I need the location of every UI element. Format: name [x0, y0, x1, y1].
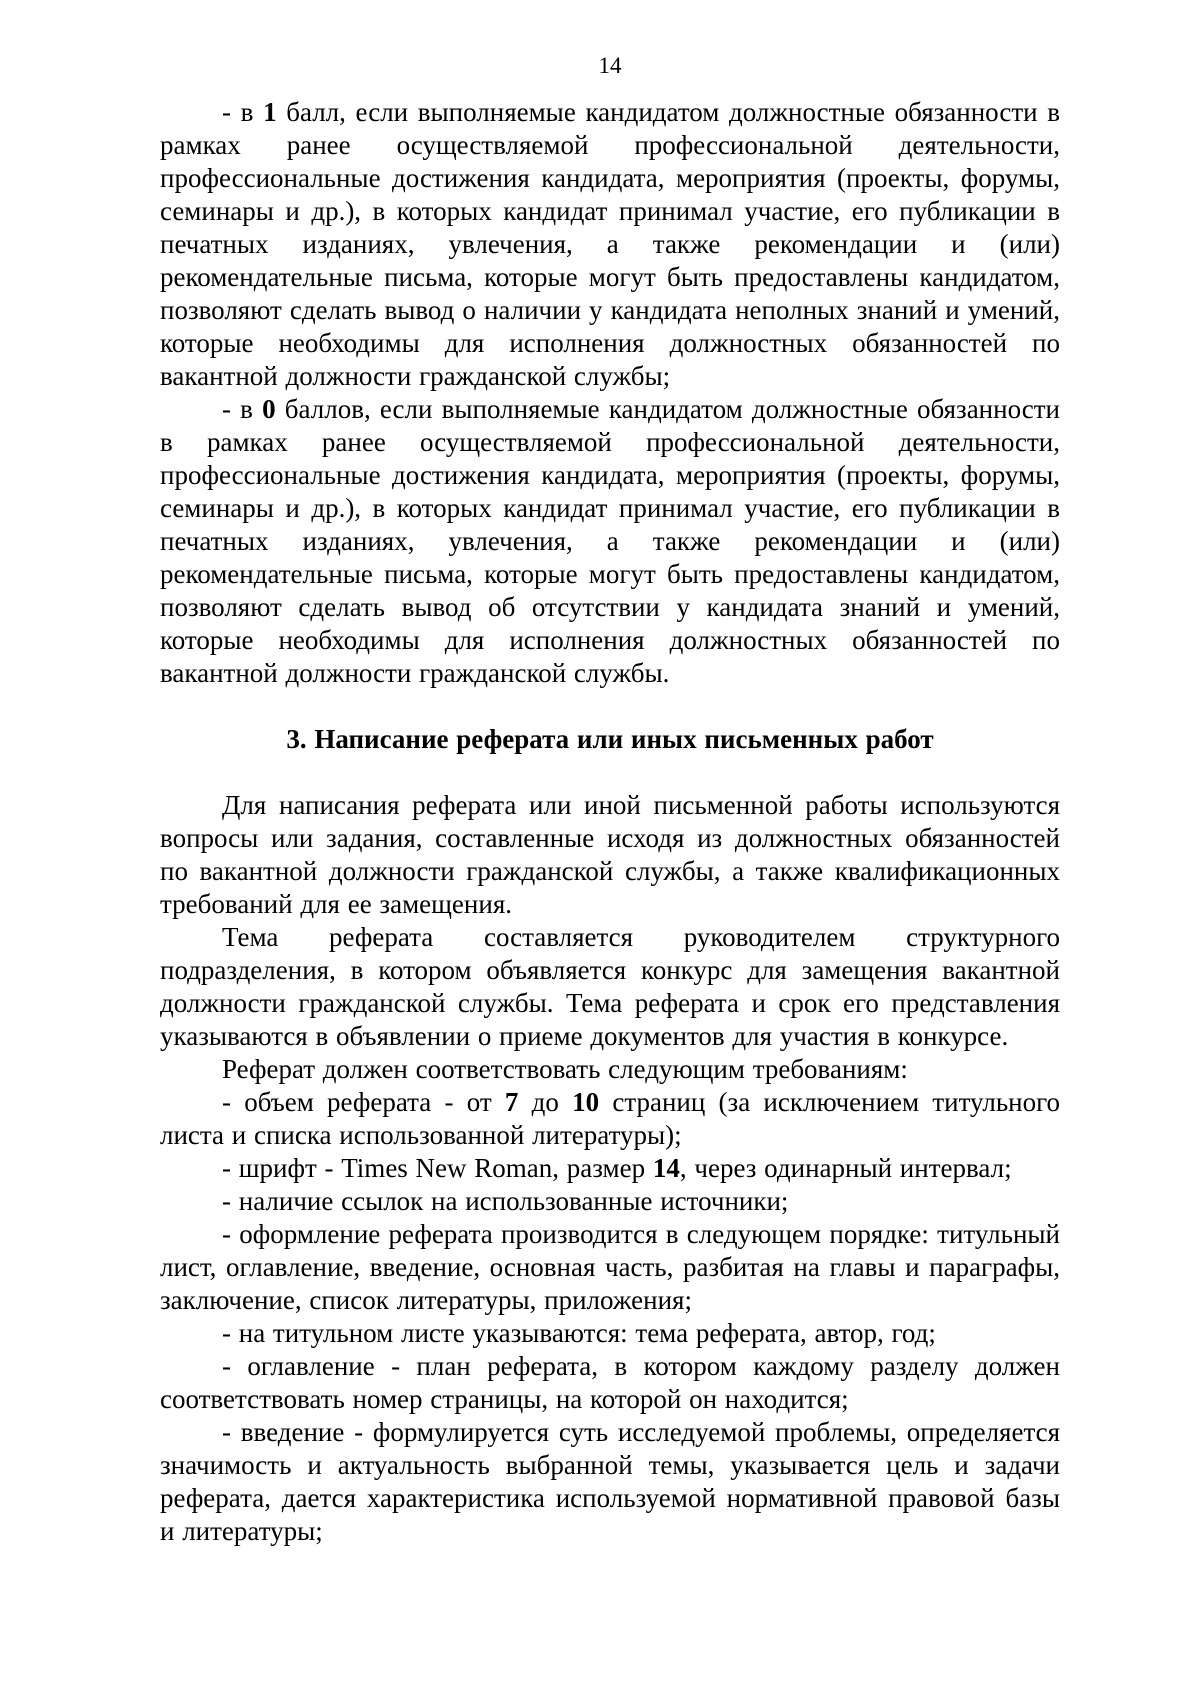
- text-run: - оглавление - план реферата, в котором каждому разделу должен соответствовать номер страницы, на которой он находится;: [160, 1351, 1060, 1414]
- text-run: до: [518, 1087, 573, 1117]
- text-run: 1: [263, 97, 277, 127]
- text-run: - оформление реферата производится в следующем порядке: титульный лист, оглавление, введение, основная часть, разбитая на главы и параграфы, заключение, список литературы, приложения;: [160, 1219, 1060, 1315]
- paragraph-requirement-font: [160, 1152, 1060, 1185]
- text-run: - введение - формулируется суть исследуемой проблемы, определяется значимость и актуальность выбранной темы, указывается цель и задачи реферата, дается характеристика используемой нормативной правовой базы и литературы;: [160, 1417, 1060, 1546]
- text-run: балл, если выполняемые кандидатом должностные обязанности в рамках ранее осуществляемой профессиональной деятельности, профессиональные достижения кандидата, мероприятия (проекты, форумы, семинары и др.), в которых кандидат принимал участие, его публикации в печатных изданиях, увлечения, а также рекомендации и (или) рекомендательные письма, которые могут быть предоставлены кандидатом, позволяют сделать вывод о наличии у кандидата неполных знаний и умений, которые необходимы для исполнения должностных обязанностей по вакантной должности гражданской службы;: [160, 97, 1060, 391]
- paragraph-requirement-structure: [160, 1218, 1060, 1317]
- text-run: Тема реферата составляется руководителем структурного подразделения, в котором объявляется конкурс для замещения вакантной должности гражданской службы. Тема реферата и срок его представления указываются в объявлении о приеме документов для участия в конкурсе.: [160, 922, 1060, 1051]
- text-run: - наличие ссылок на использованные источники;: [222, 1186, 789, 1216]
- text-run: 7: [504, 1087, 519, 1117]
- text-run: - в: [222, 394, 263, 424]
- text-run: - на титульном листе указываются: тема реферата, автор, год;: [222, 1318, 936, 1348]
- paragraph-essay-requirements-intro: [160, 1053, 1060, 1086]
- paragraph-requirement-title-page: [160, 1317, 1060, 1350]
- text-run: - шрифт - Times New Roman, размер: [222, 1153, 653, 1183]
- text-run: 0: [262, 394, 276, 424]
- text-run: баллов, если выполняемые кандидатом должностные обязанности в рамках ранее осуществляемой профессиональной деятельности, профессиональные достижения кандидата, мероприятия (проекты, форумы, семинары и др.), в которых кандидат принимал участие, его публикации в печатных изданиях, увлечения, а также рекомендации и (или) рекомендательные письма, которые могут быть предоставлены кандидатом, позволяют сделать вывод об отсутствии у кандидата знаний и умений, которые необходимы для исполнения должностных обязанностей по вакантной должности гражданской службы.: [160, 394, 1060, 688]
- paragraph-requirement-references: [160, 1185, 1060, 1218]
- text-run: 3. Написание реферата или иных письменных работ: [286, 724, 934, 754]
- paragraph-essay-questions: [160, 789, 1060, 921]
- text-run: 10: [572, 1087, 600, 1117]
- text-run: Для написания реферата или иной письменной работы используются вопросы или задания, составленные исходя из должностных обязанностей по вакантной должности гражданской службы, а также квалификационных требований для ее замещения.: [160, 790, 1060, 919]
- paragraph-score-zero-points: [160, 393, 1060, 690]
- section-heading: [160, 723, 1060, 756]
- paragraph-requirement-introduction: [160, 1416, 1060, 1548]
- text-run: Реферат должен соответствовать следующим требованиям:: [222, 1054, 908, 1084]
- text-run: 14: [652, 1153, 680, 1183]
- paragraph-essay-topic: [160, 921, 1060, 1053]
- paragraph-requirement-volume: [160, 1086, 1060, 1152]
- paragraph-requirement-toc: [160, 1350, 1060, 1416]
- text-run: - в: [222, 97, 264, 127]
- text-run: - объем реферата - от: [222, 1087, 505, 1117]
- text-run: , через одинарный интервал;: [679, 1153, 1012, 1183]
- text-run: страниц (за исключением титульного листа и списка использованной литературы);: [160, 1087, 1060, 1150]
- page-number: 14: [598, 53, 622, 78]
- paragraph-score-one-point: [160, 96, 1060, 393]
